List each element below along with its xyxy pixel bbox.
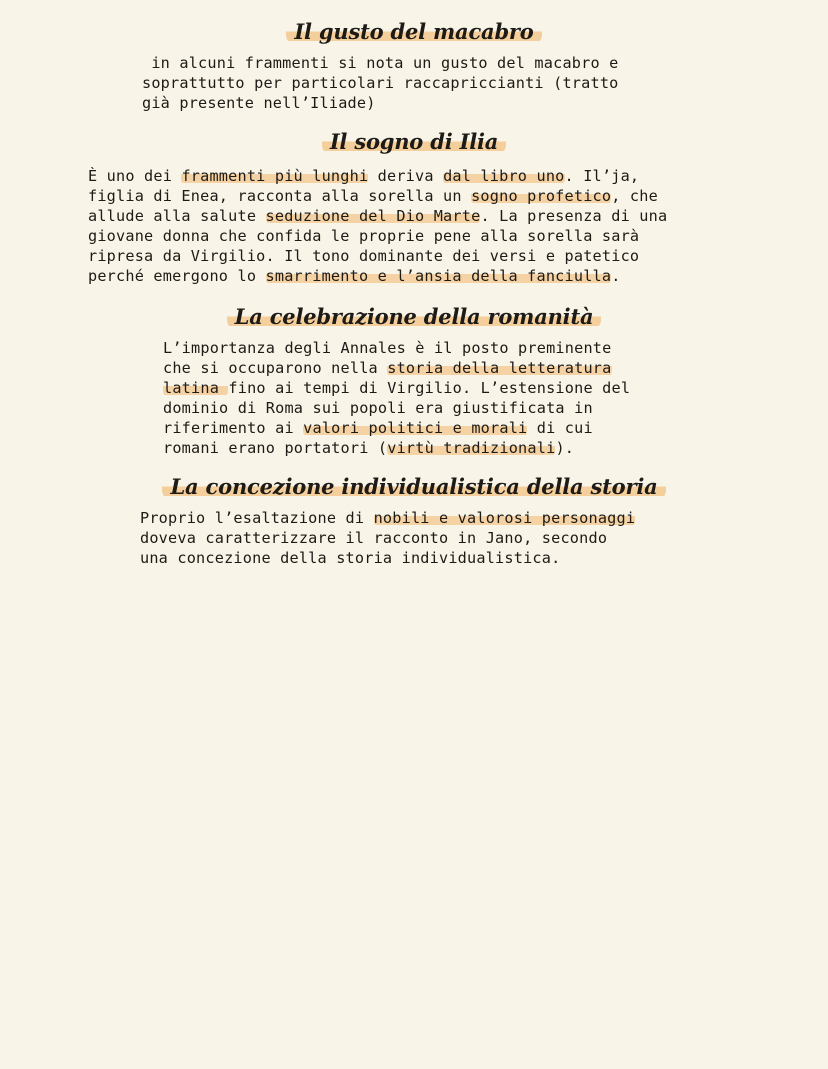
text-span: in alcuni frammenti si nota un gusto del macabro e: [142, 54, 619, 72]
text-line: [163, 358, 630, 378]
section-heading-concezione-storia: [0, 474, 828, 500]
text-span: perché emergono lo: [88, 267, 266, 285]
text-span: giovane donna che confida le proprie pene alla sorella sarà: [88, 227, 640, 245]
highlighted-phrase: frammenti più lunghi: [181, 167, 369, 185]
heading-highlight: La concezione individualistica della storia: [162, 474, 665, 500]
text-line: [163, 378, 630, 398]
text-line: [140, 508, 635, 528]
text-span: già presente nell’Iliade): [142, 94, 376, 112]
text-span: figlia di Enea, racconta alla sorella un: [88, 187, 472, 205]
highlighted-phrase: valori politici e morali: [303, 419, 528, 437]
text-line: [88, 166, 667, 186]
heading-highlight: Il sogno di Ilia: [322, 129, 506, 155]
text-line: [88, 266, 667, 286]
text-span: . La presenza di una: [480, 207, 668, 225]
text-line: [163, 398, 630, 418]
text-span: una concezione della storia individualistica.: [140, 549, 561, 567]
highlighted-phrase: virtù tradizionali: [387, 439, 556, 457]
text-line: [142, 73, 619, 93]
text-line: [88, 226, 667, 246]
heading-highlight: La celebrazione della romanità: [227, 304, 602, 330]
section-text-macabro: [142, 53, 619, 113]
text-span: ).: [555, 439, 575, 457]
text-line: [163, 418, 630, 438]
text-span: dominio di Roma sui popoli era giustificata in: [163, 399, 593, 417]
text-span: È uno dei: [88, 167, 182, 185]
text-span: fino ai tempi di Virgilio. L’estensione del: [228, 379, 631, 397]
text-span: , che: [611, 187, 658, 205]
highlighted-phrase: dal libro uno: [443, 167, 565, 185]
text-span: romani erano portatori (: [163, 439, 388, 457]
section-heading-sogno-di-ilia: [0, 129, 828, 155]
highlighted-phrase: nobili e valorosi personaggi: [373, 509, 636, 527]
text-line: [163, 338, 630, 358]
text-line: [163, 438, 630, 458]
text-line: [88, 246, 667, 266]
text-span: soprattutto per particolari raccapriccianti (tratto: [142, 74, 619, 92]
highlighted-phrase: sogno profetico: [471, 187, 612, 205]
text-span: ripresa da Virgilio. Il tono dominante dei versi e patetico: [88, 247, 640, 265]
text-span: .: [611, 267, 621, 285]
text-span: deriva: [368, 167, 444, 185]
text-span: di cui: [527, 419, 593, 437]
section-heading-macabro: [0, 19, 828, 45]
section-heading-romanita: [0, 304, 828, 330]
text-line: [140, 528, 635, 548]
section-text-concezione-storia: [140, 508, 635, 568]
text-span: doveva caratterizzare il racconto in Jano, secondo: [140, 529, 608, 547]
text-span: allude alla salute: [88, 207, 266, 225]
text-span: riferimento ai: [163, 419, 304, 437]
highlighted-phrase: smarrimento e l’ansia della fanciulla: [265, 267, 612, 285]
text-span: Proprio l’esaltazione di: [140, 509, 374, 527]
highlighted-phrase: latina: [163, 379, 229, 397]
highlighted-phrase: seduzione del Dio Marte: [265, 207, 481, 225]
text-line: [88, 186, 667, 206]
heading-highlight: Il gusto del macabro: [286, 19, 541, 45]
text-line: [142, 53, 619, 73]
text-line: [142, 93, 619, 113]
highlighted-phrase: storia della letteratura: [387, 359, 612, 377]
text-line: [88, 206, 667, 226]
text-span: che si occuparono nella: [163, 359, 388, 377]
text-span: L’importanza degli Annales è il posto preminente: [163, 339, 612, 357]
section-text-sogno-di-ilia: [88, 166, 667, 286]
text-line: [140, 548, 635, 568]
section-text-romanita: [163, 338, 630, 458]
text-span: . Il’ja,: [564, 167, 640, 185]
